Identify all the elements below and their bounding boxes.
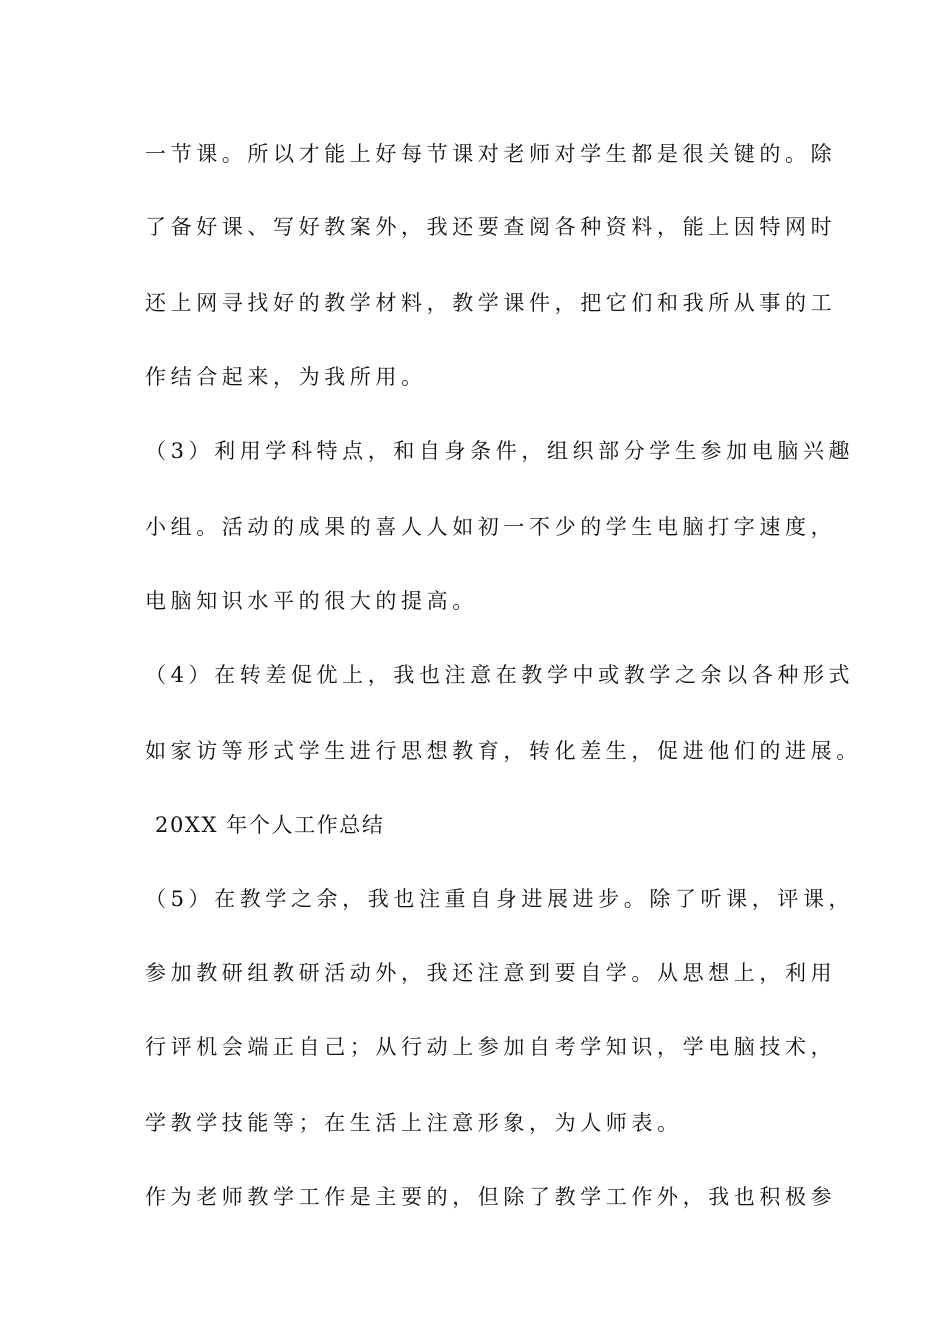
- text-line: 学教学技能等；在生活上注意形象，为人师表。: [145, 1111, 683, 1135]
- text-line: 参加教研组教研活动外，我还注意到要自学。从思想上，利用: [145, 961, 837, 985]
- text-line: 一节课。所以才能上好每节课对老师对学生都是很关键的。除: [145, 142, 837, 166]
- text-line: 小组。活动的成果的喜人人如初一不少的学生电脑打字速度，: [145, 515, 837, 539]
- text-line: （4）在转差促优上，我也注意在教学中或教学之余以各种形式: [145, 663, 855, 687]
- text-line: （5）在教学之余，我也注重自身进展进步。除了听课，评课，: [145, 887, 855, 911]
- text-line: 电脑知识水平的很大的提高。: [145, 589, 478, 613]
- text-line: 作为老师教学工作是主要的，但除了教学工作外，我也积极参: [145, 1185, 837, 1209]
- section-heading: 20XX 年个人工作总结: [155, 813, 385, 837]
- text-line: 了备好课、写好教案外，我还要查阅各种资料，能上因特网时: [145, 215, 837, 239]
- text-line: 作结合起来，为我所用。: [145, 365, 427, 389]
- text-line: 还上网寻找好的教学材料，教学课件，把它们和我所从事的工: [145, 291, 837, 315]
- text-line: （3）利用学科特点，和自身条件，组织部分学生参加电脑兴趣: [145, 439, 855, 463]
- text-line: 行评机会端正自己；从行动上参加自考学知识，学电脑技术，: [145, 1035, 837, 1059]
- text-line: 如家访等形式学生进行思想教育，转化差生，促进他们的进展。: [145, 739, 862, 763]
